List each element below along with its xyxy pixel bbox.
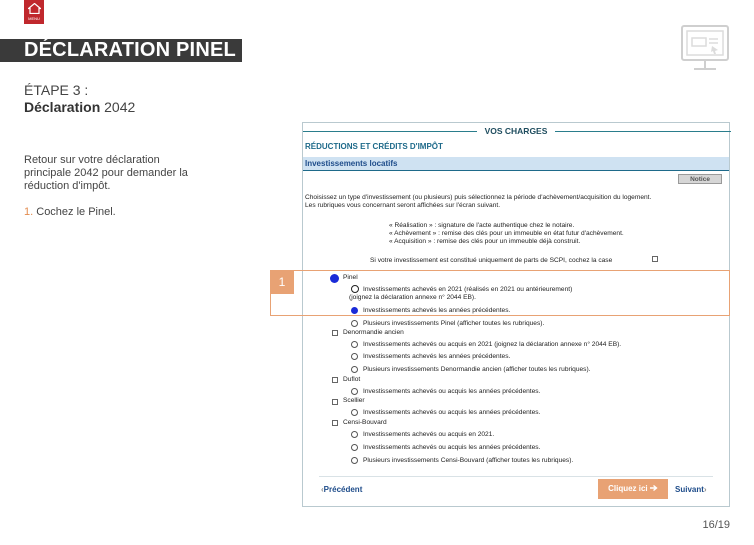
page-title: DÉCLARATION PINEL	[0, 39, 242, 62]
vos-charges-header	[303, 123, 729, 140]
previous-label: Précédent	[323, 485, 363, 494]
censi-option-2021: Investissements achevés ou acquis en 2021.	[363, 431, 495, 438]
scpi-checkbox[interactable]	[652, 256, 658, 262]
subsection-bar	[303, 157, 729, 171]
instruction	[24, 206, 116, 218]
home-tag: MENU	[28, 16, 40, 21]
denormandie-radio-previous[interactable]	[351, 353, 358, 360]
previous-link[interactable]	[321, 485, 362, 494]
denormandie-option-previous: Investissements achevés les années précédentes.	[363, 353, 511, 360]
page-number: 16/19	[702, 519, 730, 531]
definition-achevement: « Achèvement » : remise des clés pour un immeuble en état futur d'achèvement.	[389, 230, 624, 237]
pinel-option-multiple: Plusieurs investissements Pinel (afficher toutes les rubriques).	[363, 320, 545, 327]
scpi-text: Si votre investissement est constitué uniquement de parts de SCPI, cochez la case	[370, 257, 613, 264]
chevron-right-icon: ›	[703, 485, 707, 494]
censi-radio-previous[interactable]	[351, 444, 358, 451]
denormandie-checkbox[interactable]	[332, 330, 338, 336]
duflot-label: Duflot	[343, 376, 361, 383]
denormandie-option-2021: Investissements achevés ou acquis en 2021 (joignez la déclaration annexe n° 2044 EB).	[363, 341, 622, 348]
pinel-option-2021: Investissements achevés en 2021 (réalisés en 2021 ou antérieurement)	[363, 286, 573, 293]
chevron-left-icon: ‹	[321, 485, 324, 494]
annotation-number: 1	[270, 270, 294, 294]
cliquez-ici-button[interactable]	[598, 479, 668, 499]
denormandie-radio-2021[interactable]	[351, 341, 358, 348]
arrow-right-icon	[650, 484, 658, 492]
censi-option-previous: Investissements achevés ou acquis les années précédentes.	[363, 444, 541, 451]
step-label: ÉTAPE 3 :	[24, 82, 89, 98]
footer-divider	[319, 476, 713, 477]
scellier-checkbox[interactable]	[332, 399, 338, 405]
notice-button[interactable]: Notice	[678, 174, 722, 184]
intro-line-1: Choisissez un type d'investissement (ou plusieurs) puis sélectionnez la période d'achèvement/acquisition du logement.	[305, 194, 652, 201]
cliquez-label: Cliquez ici	[608, 484, 648, 493]
pinel-label: Pinel	[343, 274, 358, 281]
next-label: Suivant	[675, 485, 704, 494]
step-description: Retour sur votre déclaration principale 2042 pour demander la réduction d'impôt.	[24, 154, 188, 192]
computer-screen-icon	[680, 24, 730, 74]
section-title: RÉDUCTIONS ET CRÉDITS D'IMPÔT	[305, 142, 443, 151]
subsection-title: Investissements locatifs	[305, 159, 398, 168]
censi-bouvard-checkbox[interactable]	[332, 420, 338, 426]
scellier-label: Scellier	[343, 397, 365, 404]
denormandie-option-multiple: Plusieurs investissements Denormandie ancien (afficher toutes les rubriques).	[363, 366, 591, 373]
pinel-radio-multiple[interactable]	[351, 320, 358, 327]
censi-radio-2021[interactable]	[351, 431, 358, 438]
home-button[interactable]	[24, 0, 44, 24]
vos-charges-title: VOS CHARGES	[477, 126, 556, 136]
denormandie-label: Denormandie ancien	[343, 329, 404, 336]
scellier-radio-previous[interactable]	[351, 409, 358, 416]
scellier-option-previous: Investissements achevés ou acquis les années précédentes.	[363, 409, 541, 416]
next-link[interactable]	[675, 485, 707, 494]
duflot-checkbox[interactable]	[332, 377, 338, 383]
home-icon	[28, 3, 41, 14]
definition-acquisition: « Acquisition » : remise des clés pour un immeuble déjà construit.	[389, 238, 581, 245]
duflot-option-previous: Investissements achevés ou acquis les années précédentes.	[363, 388, 541, 395]
denormandie-radio-multiple[interactable]	[351, 366, 358, 373]
highlight-box	[270, 270, 730, 316]
step-title-rest: 2042	[100, 99, 136, 115]
censi-bouvard-label: Censi-Bouvard	[343, 419, 387, 426]
pinel-option-previous: Investissements achevés les années précédentes.	[363, 307, 511, 314]
step-heading	[24, 82, 135, 116]
definition-realisation: « Réalisation » : signature de l'acte authentique chez le notaire.	[389, 222, 575, 229]
intro-line-2: Les rubriques vous concernant seront affichées sur l'écran suivant.	[305, 202, 501, 209]
pinel-option-2021-note: (joignez la déclaration annexe n° 2044 EB).	[349, 294, 476, 301]
censi-option-multiple: Plusieurs investissements Censi-Bouvard (afficher toutes les rubriques).	[363, 457, 574, 464]
instruction-text: Cochez le Pinel.	[33, 206, 116, 218]
censi-radio-multiple[interactable]	[351, 457, 358, 464]
step-title-bold: Déclaration	[24, 99, 101, 115]
instruction-number: 1.	[24, 206, 34, 218]
duflot-radio-previous[interactable]	[351, 388, 358, 395]
